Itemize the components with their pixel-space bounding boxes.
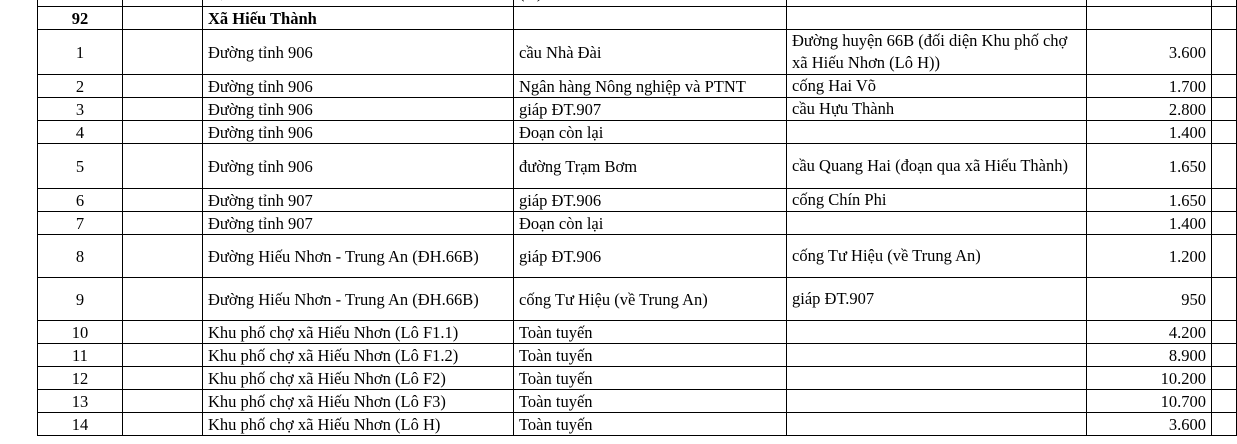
row-number: 5: [38, 144, 123, 189]
route-name: Đường tỉnh 906: [203, 121, 514, 144]
price-value: 3.600: [1087, 30, 1212, 75]
price-value: 3.600: [1087, 413, 1212, 436]
empty-cell: [1212, 75, 1237, 98]
route-name: Khu phố chợ xã Hiếu Nhơn (Lô H): [203, 413, 514, 436]
route-name: Đường tỉnh 906: [203, 75, 514, 98]
segment-to: [787, 121, 1087, 144]
empty-cell: [123, 75, 203, 98]
route-name: Đường Hiếu Nhơn - Trung An (ĐH.66B): [203, 235, 514, 278]
table-row: [38, 121, 1237, 144]
empty-cell: [123, 144, 203, 189]
segment-to: cống Chín Phi: [787, 189, 1087, 212]
group-row: [38, 7, 1237, 30]
route-name: Đường Hiếu Nhơn - Trung An (ĐH.66B): [203, 278, 514, 321]
price-value: 1.400: [1087, 212, 1212, 235]
price-value: 8.900: [1087, 344, 1212, 367]
empty-cell: [123, 121, 203, 144]
empty-cell: [514, 7, 787, 30]
segment-to: Đường huyện 66B (đối diện Khu phố chợ xã Hiếu Nhơn (Lô H)): [787, 30, 1087, 75]
empty-cell: [1212, 30, 1237, 75]
table-row: [38, 98, 1237, 121]
row-number: 14: [38, 413, 123, 436]
table-row: [38, 278, 1237, 321]
row-number: 3: [38, 98, 123, 121]
empty-cell: [123, 7, 203, 30]
empty-cell: [123, 413, 203, 436]
price-value: 2.800: [1087, 98, 1212, 121]
route-name: Đường tỉnh 906: [203, 98, 514, 121]
price-value: 1.200: [1087, 235, 1212, 278]
route-name: Đường tỉnh 906: [203, 30, 514, 75]
segment-from: cống Tư Hiệu (về Trung An): [514, 278, 787, 321]
empty-cell: [123, 189, 203, 212]
route-name: Khu phố chợ xã Hiếu Nhơn (Lô F2): [203, 367, 514, 390]
segment-to: [787, 390, 1087, 413]
route-name: Đường tỉnh 906: [203, 144, 514, 189]
row-number: 13: [38, 390, 123, 413]
empty-cell: [1212, 278, 1237, 321]
price-value: 1.650: [1087, 144, 1212, 189]
empty-cell: [123, 98, 203, 121]
row-number: 1: [38, 30, 123, 75]
price-value: 10.200: [1087, 367, 1212, 390]
segment-from: Toàn tuyến: [514, 367, 787, 390]
segment-from: đường Trạm Bơm: [514, 144, 787, 189]
empty-cell: [1212, 98, 1237, 121]
segment-from: Ngân hàng Nông nghiệp và PTNT: [514, 75, 787, 98]
row-number: 9: [38, 278, 123, 321]
empty-cell: [123, 30, 203, 75]
price-value: 4.200: [1087, 321, 1212, 344]
row-number: 12: [38, 367, 123, 390]
segment-to: cống Tư Hiệu (về Trung An): [787, 235, 1087, 278]
row-number: 6: [38, 189, 123, 212]
segment-to: [787, 321, 1087, 344]
segment-to: [787, 413, 1087, 436]
empty-cell: [1212, 7, 1237, 30]
segment-from: giáp ĐT.906: [514, 235, 787, 278]
price-value: 1.650: [1087, 189, 1212, 212]
empty-cell: [1212, 212, 1237, 235]
segment-from: Toàn tuyến: [514, 344, 787, 367]
table-row: [38, 212, 1237, 235]
empty-cell: [123, 344, 203, 367]
table-row: [38, 344, 1237, 367]
segment-to: [787, 367, 1087, 390]
empty-cell: [1212, 235, 1237, 278]
empty-cell: [1212, 344, 1237, 367]
empty-cell: [123, 235, 203, 278]
empty-cell: [123, 321, 203, 344]
table-row: [38, 144, 1237, 189]
segment-from: giáp ĐT.906: [514, 189, 787, 212]
segment-from: cầu Nhà Đài: [514, 30, 787, 75]
empty-cell: [123, 390, 203, 413]
group-number: 92: [38, 7, 123, 30]
empty-cell: [123, 278, 203, 321]
empty-cell: [1212, 367, 1237, 390]
route-name: Đường tỉnh 907: [203, 189, 514, 212]
row-number: 11: [38, 344, 123, 367]
row-number: 8: [38, 235, 123, 278]
table-row: [38, 189, 1237, 212]
row-number: 2: [38, 75, 123, 98]
empty-cell: [1087, 7, 1212, 30]
segment-from: Toàn tuyến: [514, 321, 787, 344]
empty-cell: [123, 367, 203, 390]
segment-to: giáp ĐT.907: [787, 278, 1087, 321]
empty-cell: [1212, 321, 1237, 344]
segment-to: [787, 212, 1087, 235]
table-row: [38, 413, 1237, 436]
route-name: Khu phố chợ xã Hiếu Nhơn (Lô F1.1): [203, 321, 514, 344]
segment-from: Đoạn còn lại: [514, 212, 787, 235]
segment-to: cống Hai Võ: [787, 75, 1087, 98]
empty-cell: [1212, 189, 1237, 212]
price-value: 1.700: [1087, 75, 1212, 98]
price-value: 950: [1087, 278, 1212, 321]
segment-to: cầu Quang Hai (đoạn qua xã Hiếu Thành): [787, 144, 1087, 189]
empty-cell: [1212, 144, 1237, 189]
empty-cell: [1212, 413, 1237, 436]
route-name: Đường tỉnh 907: [203, 212, 514, 235]
empty-cell: [787, 7, 1087, 30]
empty-cell: [1212, 121, 1237, 144]
price-value: 10.700: [1087, 390, 1212, 413]
segment-from: Toàn tuyến: [514, 413, 787, 436]
empty-cell: [1212, 390, 1237, 413]
table-row: [38, 30, 1237, 75]
row-number: 7: [38, 212, 123, 235]
table-row: [38, 75, 1237, 98]
route-name: Khu phố chợ xã Hiếu Nhơn (Lô F3): [203, 390, 514, 413]
segment-to: cầu Hựu Thành: [787, 98, 1087, 121]
land-price-table: [37, 0, 1237, 436]
table-row: [38, 367, 1237, 390]
row-number: 10: [38, 321, 123, 344]
route-name: Khu phố chợ xã Hiếu Nhơn (Lô F1.2): [203, 344, 514, 367]
empty-cell: [123, 212, 203, 235]
table-row: [38, 235, 1237, 278]
price-value: 1.400: [1087, 121, 1212, 144]
table-body: [38, 30, 1237, 436]
table-row: [38, 390, 1237, 413]
segment-from: giáp ĐT.907: [514, 98, 787, 121]
segment-from: Đoạn còn lại: [514, 121, 787, 144]
segment-to: [787, 344, 1087, 367]
row-number: 4: [38, 121, 123, 144]
segment-from: Toàn tuyến: [514, 390, 787, 413]
table-row: [38, 321, 1237, 344]
group-name: Xã Hiếu Thành: [203, 7, 514, 30]
